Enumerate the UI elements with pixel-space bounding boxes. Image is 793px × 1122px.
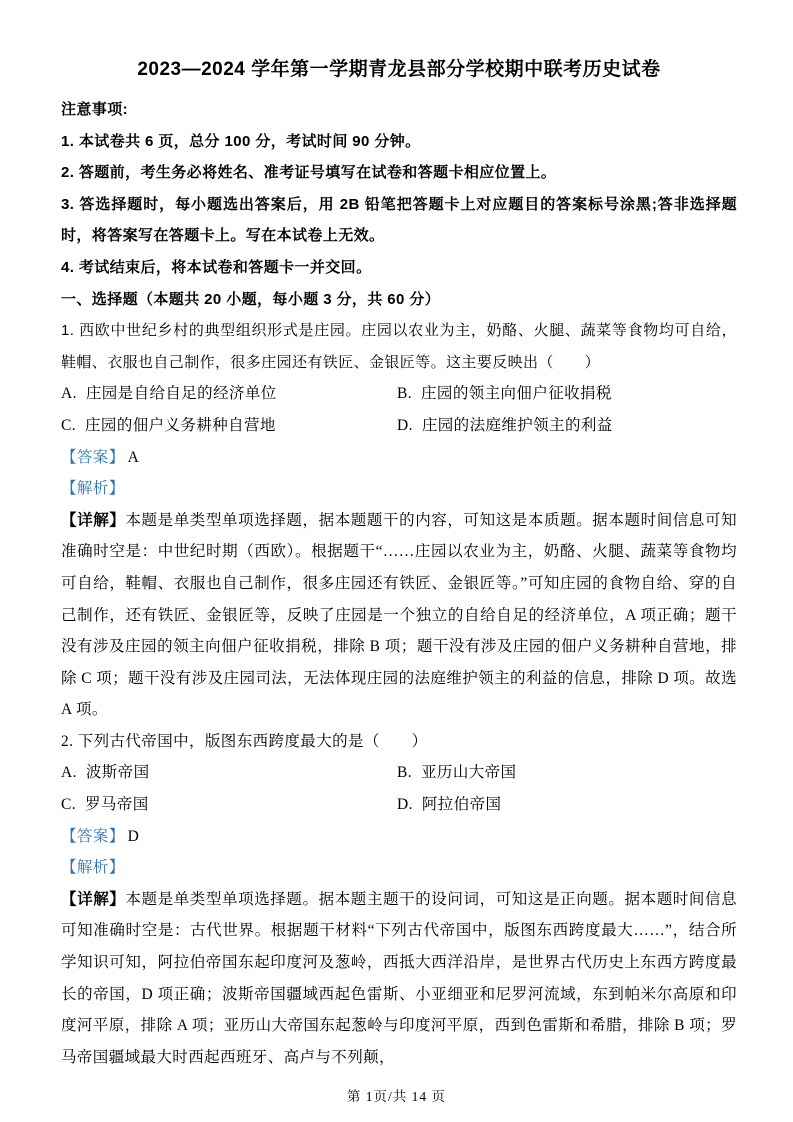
analysis-label: 【解析】 — [61, 480, 125, 498]
option-text: 庄园的法庭维护领主的利益 — [421, 416, 613, 434]
question-1-option-c — [61, 410, 397, 442]
notice-item-4: 4. 考试结束后，将本试卷和答题卡一并交回。 — [61, 258, 372, 276]
option-label: C. — [61, 416, 77, 434]
option-text: 罗马帝国 — [85, 796, 149, 814]
answer-value: A — [127, 448, 140, 466]
question-2-option-b — [397, 757, 516, 789]
answer-label: 【答案】 — [61, 827, 125, 845]
detail-text: 本题是单类型单项选择题，据本题题干的内容，可知这是本质题。据本题时间信息可知准确时空是：中世纪时期（西欧）。根据题干“……庄园以农业为主，奶酪、火腿、蔬菜等食物均可自给，鞋帽、衣服也自己制作，很多庄园还有铁匠、金银匠等。”可知庄园的食物自给、穿的自己制作，还有铁匠、金银匠等，反映了庄园是一个独立的自给自足的经济单位，A 项正确；题干没有涉及庄园的领主向佃户征收捐税，排除 B 项；题干没有涉及庄园的佃户义务耕种自营地，排除 C 项；题干没有涉及庄园司法，无法体现庄园的法庭维护领主的利益的信息，排除 D 项。故选 A 项。 — [61, 511, 737, 719]
question-block-1 — [61, 315, 737, 726]
question-2-option-c — [61, 789, 397, 821]
option-label: D. — [397, 416, 413, 434]
option-label: B. — [397, 385, 413, 403]
question-1-option-a — [61, 378, 397, 410]
question-1-analysis-line — [61, 473, 737, 505]
detail-text: 本题是单类型单项选择题。据本题主题干的设问词，可知这是正向题。据本题时间信息可知准确时空是：古代世界。根据题干材料“下列古代帝国中，版图东西跨度最大……”，结合所学知识可知，阿拉伯帝国东起印度河及葱岭，西抵大西洋沿岸，是世界古代历史上东西方跨度最长的帝国，D 项正确；波斯帝国疆域西起色雷斯、小亚细亚和尼罗河流域，东到帕米尔高原和印度河平原，排除 A 项；亚历山大帝国东起葱岭与印度河平原，西到色雷斯和希腊，排除 B 项；罗马帝国疆域最大时西起西班牙、高卢与不列颠， — [61, 890, 737, 1066]
option-text: 阿拉伯帝国 — [421, 796, 502, 814]
question-2-options-row-1 — [61, 757, 737, 789]
notice-item-1: 1. 本试卷共 6 页，总分 100 分，考试时间 90 分钟。 — [61, 132, 421, 150]
answer-value: D — [127, 827, 140, 845]
question-2-analysis-line — [61, 852, 737, 884]
question-2-detail — [61, 884, 737, 1074]
question-2-option-a — [61, 757, 397, 789]
option-text: 庄园的领主向佃户征收捐税 — [421, 385, 612, 403]
option-text: 波斯帝国 — [85, 764, 150, 782]
option-text: 庄园是自给自足的经济单位 — [85, 385, 277, 403]
page-title: 2023—2024 学年第一学期青龙县部分学校期中联考历史试卷 — [137, 59, 661, 80]
option-text: 亚历山大帝国 — [421, 764, 517, 782]
page-footer: 第 1页/共 14 页 — [346, 1089, 447, 1104]
question-1-stem: 1. 西欧中世纪乡村的典型组织形式是庄园。庄园以农业为主，奶酪、火腿、蔬菜等食物均可自给，鞋帽、衣服也自己制作，很多庄园还有铁匠、金银匠等。这主要反映出（ ） — [61, 322, 737, 371]
option-label: A. — [61, 385, 77, 403]
answer-label: 【答案】 — [61, 448, 125, 466]
option-label: D. — [397, 796, 413, 814]
question-2-option-d — [397, 789, 501, 821]
notice-heading: 注意事项: — [61, 101, 128, 118]
question-1-options-row-2 — [61, 410, 737, 442]
option-text: 庄园的佃户义务耕种自营地 — [85, 416, 276, 434]
question-2-options-row-2 — [61, 789, 737, 821]
question-2-stem: 2. 下列古代帝国中，版图东西跨度最大的是（ ） — [61, 732, 428, 750]
question-1-option-b — [397, 378, 612, 410]
option-label: C. — [61, 796, 77, 814]
notice-item-3: 3. 答选择题时，每小题选出答案后，用 2B 铅笔把答题卡上对应题目的答案标号涂黑;答非选择题时，将答案写在答题卡上。写在本试卷上无效。 — [61, 195, 737, 245]
question-2-answer-line — [61, 821, 737, 853]
question-1-answer-line — [61, 442, 737, 474]
option-label: A. — [61, 764, 77, 782]
section-heading: 一、选择题（本题共 20 小题，每小题 3 分，共 60 分） — [61, 290, 441, 308]
detail-label: 【详解】 — [61, 890, 126, 908]
question-1-detail — [61, 505, 737, 726]
question-1-options-row-1 — [61, 378, 737, 410]
question-1-option-d — [397, 410, 613, 442]
option-label: B. — [397, 764, 413, 782]
notice-item-2: 2. 答题前，考生务必将姓名、准考证号填写在试卷和答题卡相应位置上。 — [61, 164, 557, 182]
analysis-label: 【解析】 — [61, 859, 125, 877]
notice-section — [61, 94, 737, 284]
detail-label: 【详解】 — [61, 511, 126, 529]
question-block-2 — [61, 726, 737, 1074]
